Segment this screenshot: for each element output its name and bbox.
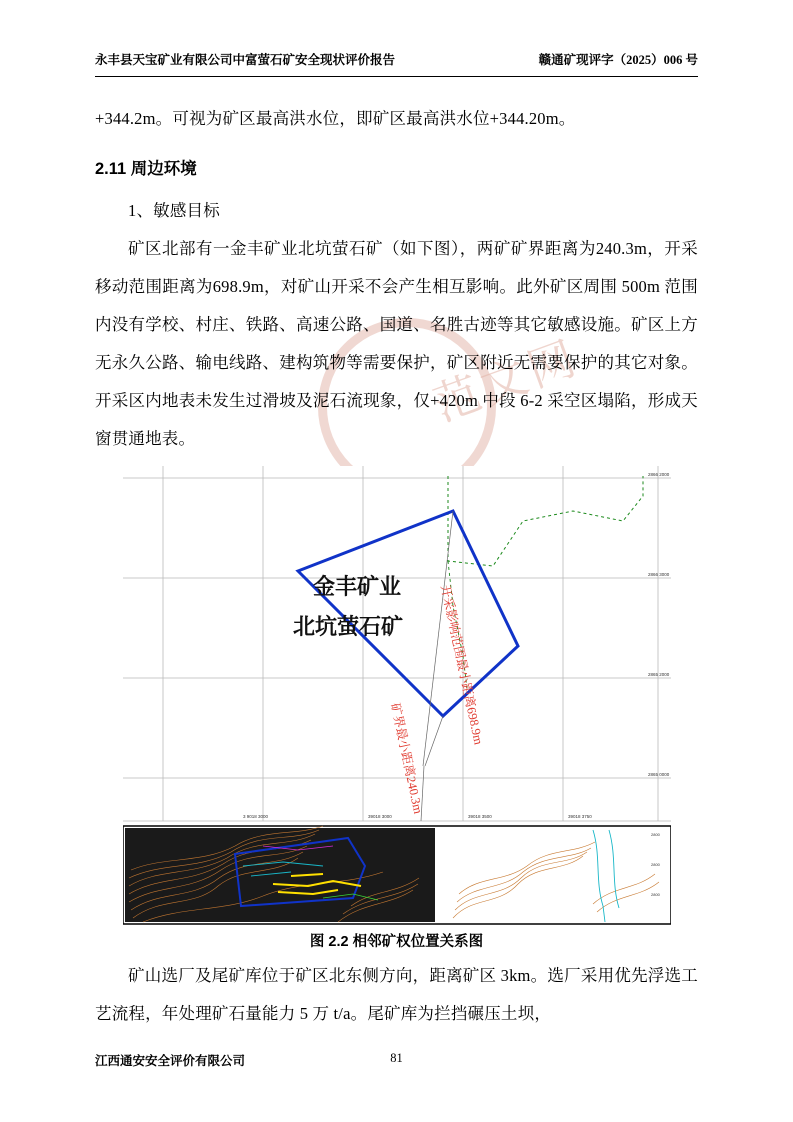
figure-svg [123,466,671,926]
header-divider [95,76,698,77]
svg-text:2866 2000: 2866 2000 [647,472,669,477]
watermark-text: 范文网 [426,331,586,431]
figure-mine-name-line1: 金丰矿业 [312,574,401,599]
figure-adjacent-mining-rights [123,466,671,926]
label-distance-mining: 开采影响范围最小距离698.9m [437,583,486,746]
label-distance-boundary: 矿界最小距离240.3m [387,701,425,816]
page-content [95,100,698,1033]
figure-mine-name-line2: 北坑萤石矿 [292,614,403,639]
svg-text:39018 3750: 39018 3750 [567,814,592,819]
paragraph-top: +344.2m。可视为矿区最高洪水位，即矿区最高洪水位+344.20m。 [95,109,576,128]
page-header [95,50,698,68]
svg-text:2866 3000: 2866 3000 [647,572,669,577]
figure-caption: 图 2.2 相邻矿权位置关系图 [309,934,484,950]
svg-text:2800: 2800 [650,892,660,897]
section-heading-2-11: 2.11 周边环境 [95,160,197,178]
header-left-title: 永丰县天宝矿业有限公司中富萤石矿安全现状评价报告 [95,53,396,67]
svg-text:39018 3500: 39018 3500 [467,814,492,819]
svg-text:2865 0000: 2865 0000 [647,772,669,777]
svg-text:2865 2000: 2865 2000 [647,672,669,677]
subheading-sensitive-targets: 1、敏感目标 [128,201,220,220]
footer-page-number: 81 [390,1051,403,1065]
svg-text:39018 3000: 39018 3000 [367,814,392,819]
header-right-docnumber: 赣通矿现评字（2025）006 号 [538,53,698,67]
paragraph-bottom: 矿山选厂及尾矿库位于矿区北东侧方向，距离矿区 3km。选厂采用优先浮选工艺流程，年处理矿石量能力 5 万 t/a。尾矿库为拦挡碾压土坝， [95,966,698,1023]
svg-text:2800: 2800 [650,832,660,837]
paragraph-main: 矿区北部有一金丰矿业北坑萤石矿（如下图），两矿矿界距离为240.3m，开采移动范围距离为698.9m，对矿山开采不会产生相互影响。此外矿区周围 500m 范围内没有学校、村庄、铁路、高速公路、国道、名胜古迹等其它敏感设施。矿区上方无永久公路、输电线路、建构筑物等需要保护，矿区附近无需要保护的其它对象。开采区内地表未发生过滑坡及泥石流现象，仅+420m 中段 6-2 采空区塌陷，形成天窗贯通地表。 [95,239,698,448]
svg-text:2800: 2800 [650,862,660,867]
topographic-inset [123,826,671,924]
footer-company: 江西通安安全评价有限公司 [95,1054,246,1068]
svg-text:3 9018 3000: 3 9018 3000 [242,814,268,819]
